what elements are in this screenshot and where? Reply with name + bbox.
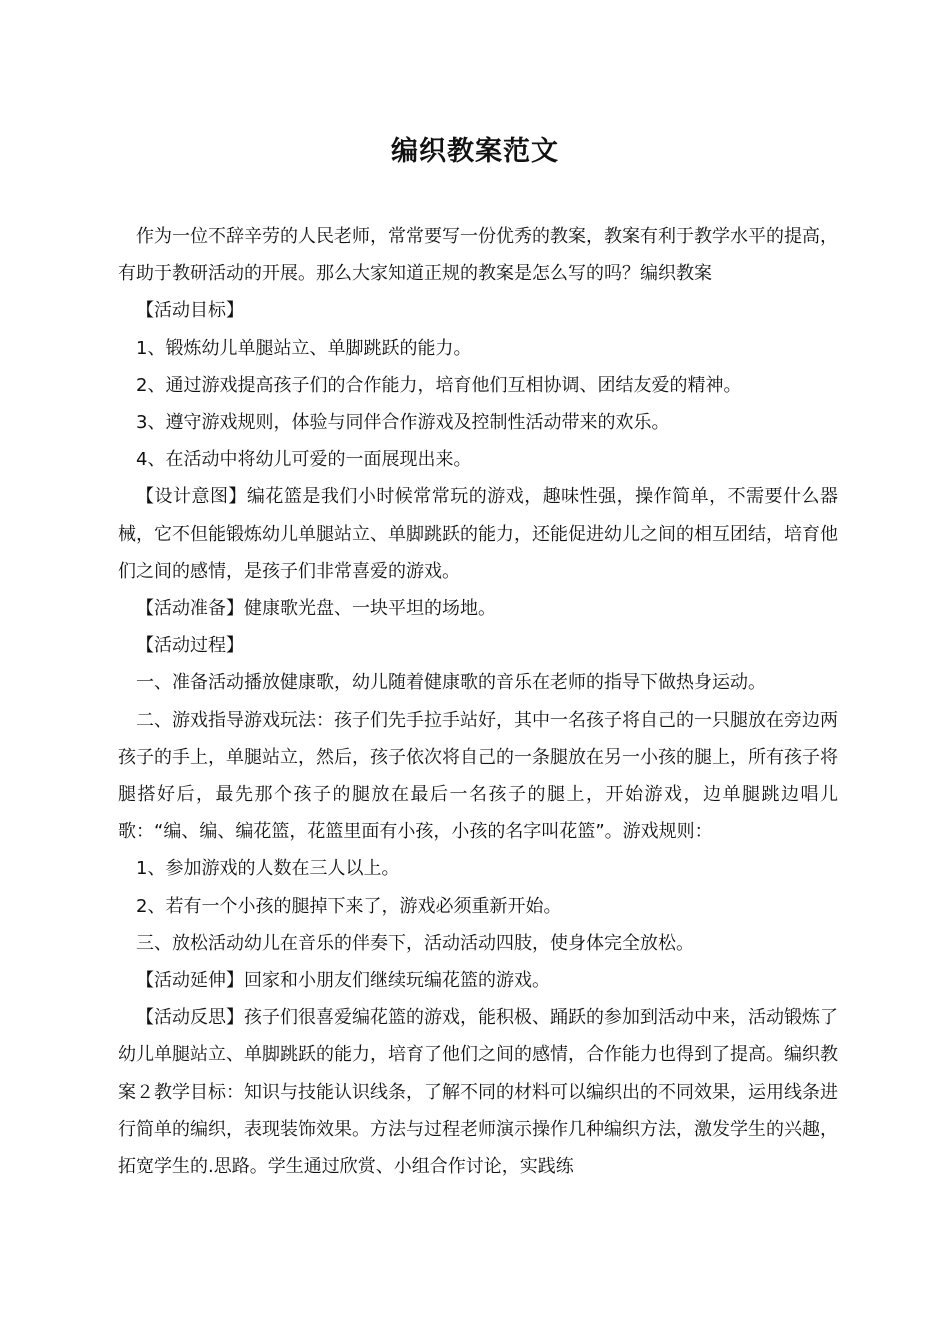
document-title: 编织教案范文 — [391, 136, 559, 167]
extension-paragraph: 【活动延伸】回家和小朋友们继续玩编花篮的游戏。 — [136, 970, 550, 992]
objective-item: 3、遵守游戏规则，体验与同伴合作游戏及控制性活动带来的欢乐。 — [136, 412, 670, 434]
process-step: 一、准备活动播放健康歌，幼儿随着健康歌的音乐在老师的指导下做热身运动。 — [136, 672, 766, 694]
process-step: 三、放松活动幼儿在音乐的伴奏下，活动活动四肢，使身体完全放松。 — [136, 932, 694, 954]
section-heading-objectives: 【活动目标】 — [136, 300, 244, 322]
document-body — [118, 218, 838, 1185]
process-step: 二、游戏指导游戏玩法：孩子们先手拉手站好，其中一名孩子将自己的一只腿放在旁边两孩子的手上，单腿站立，然后，孩子依次将自己的一条腿放在另一小孩的腿上，所有孩子将腿搭好后，最先那个孩子的腿放在最后一名孩子的腿上，开始游戏，边单腿跳边唱儿歌：“编、编、编花篮，花篮里面有小孩，小孩的名字叫花篮”。游戏规则： — [118, 709, 838, 843]
section-heading-process: 【活动过程】 — [136, 635, 244, 657]
preparation-paragraph: 【活动准备】健康歌光盘、一块平坦的场地。 — [136, 598, 496, 620]
rule-item: 2、若有一个小孩的腿掉下来了，游戏必须重新开始。 — [136, 895, 562, 917]
intro-paragraph: 作为一位不辞辛劳的人民老师，常常要写一份优秀的教案，教案有利于教学水平的提高，有助于教研活动的开展。那么大家知道正规的教案是怎么写的吗？编织教案 — [118, 226, 838, 285]
objective-item: 1、锻炼幼儿单腿站立、单脚跳跃的能力。 — [136, 337, 472, 359]
design-intent-paragraph: 【设计意图】编花篮是我们小时候常常玩的游戏，趣味性强，操作简单，不需要什么器械，它不但能锻炼幼儿单腿站立、单脚跳跃的能力，还能促进幼儿之间的相互团结，培育他们之间的感情，是孩子们非常喜爱的游戏。 — [118, 486, 838, 582]
objective-item: 2、通过游戏提高孩子们的合作能力，培育他们互相协调、团结友爱的精神。 — [136, 374, 742, 396]
objective-item: 4、在活动中将幼儿可爱的一面展现出来。 — [136, 449, 472, 471]
reflection-paragraph: 【活动反思】孩子们很喜爱编花篮的游戏，能积极、踊跃的参加到活动中来，活动锻炼了幼儿单腿站立、单脚跳跃的能力，培育了他们之间的感情，合作能力也得到了提高。编织教案２教学目标：知识与技能认识线条，了解不同的材料可以编织出的不同效果，运用线条进行简单的编织，表现装饰效果。方法与过程老师演示操作几种编织方法，激发学生的兴趣，拓宽学生的.思路。学生通过欣赏、小组合作讨论，实践练 — [118, 1007, 838, 1178]
rule-item: 1、参加游戏的人数在三人以上。 — [136, 858, 400, 880]
